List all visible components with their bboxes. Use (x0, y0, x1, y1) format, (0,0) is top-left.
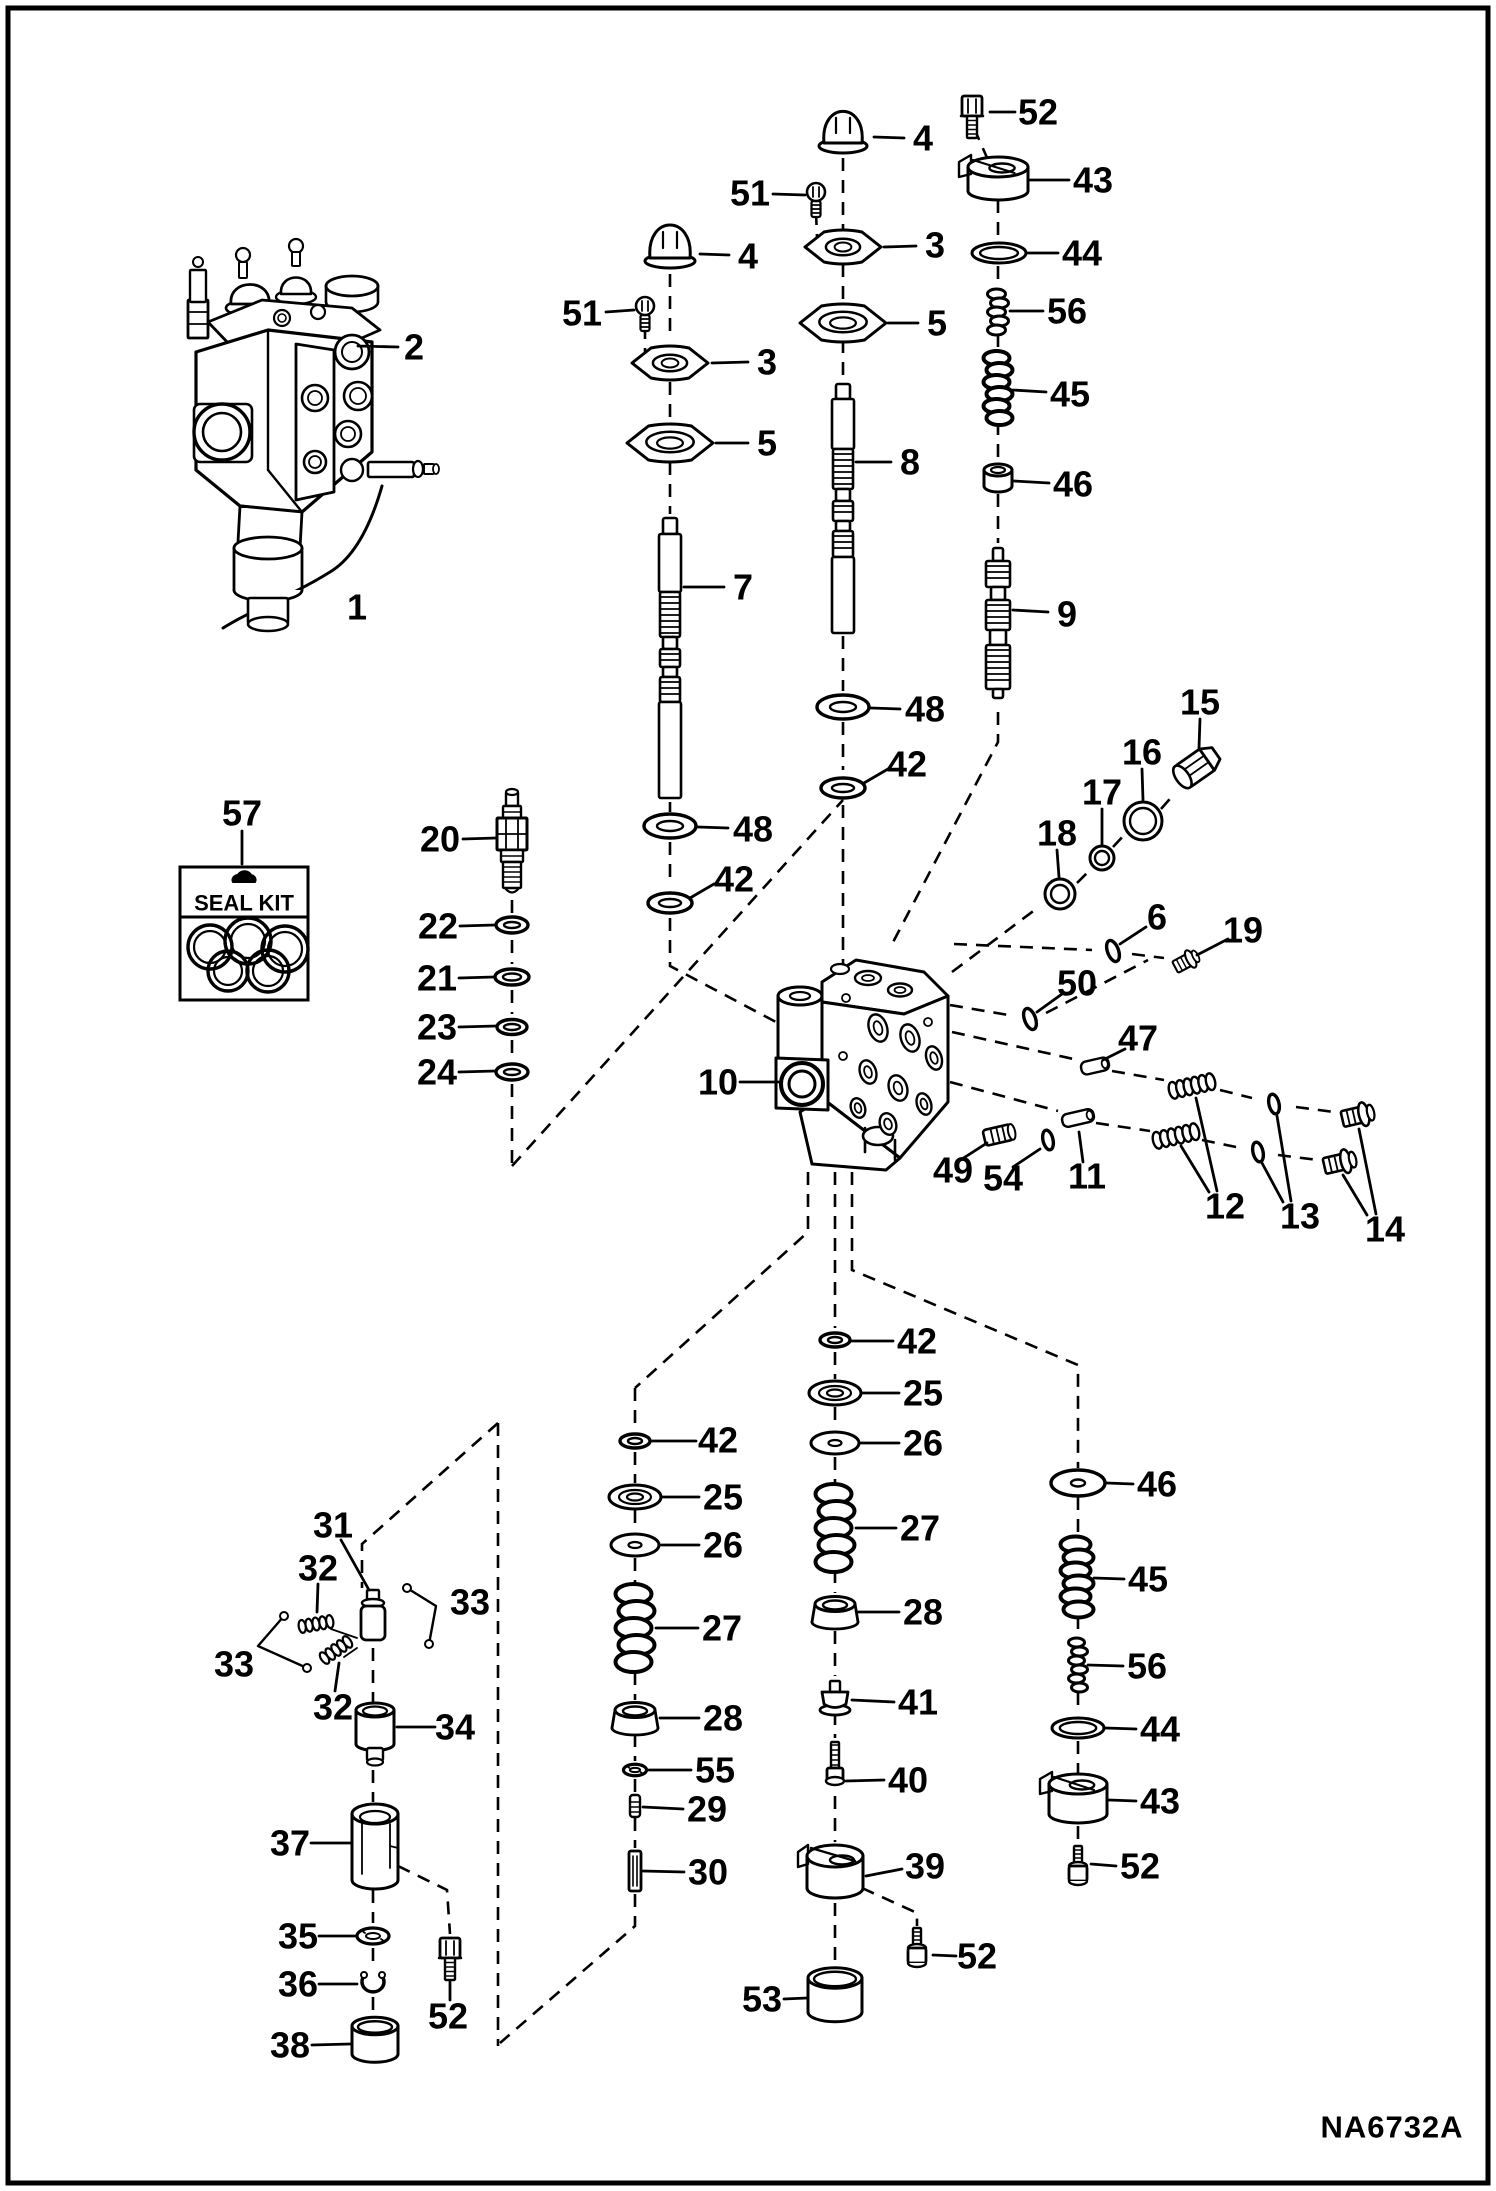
callout-54-text: 54 (982, 1157, 1024, 1199)
callout-55-text: 55 (694, 1749, 736, 1791)
ellipse (831, 964, 849, 974)
circle (1045, 879, 1075, 909)
circle (379, 1972, 385, 1978)
rect (833, 501, 853, 521)
callout-31-text: 31 (312, 1504, 354, 1546)
ellipse (504, 922, 520, 928)
callout-35-text: 35 (277, 1915, 319, 1957)
rect (503, 862, 521, 888)
circle (344, 382, 372, 410)
ellipse (326, 276, 378, 296)
line (1106, 1728, 1136, 1729)
ellipse (1072, 1683, 1088, 1692)
line (846, 1780, 884, 1781)
callout-7-text: 7 (732, 566, 754, 608)
ellipse (504, 1069, 520, 1075)
line (1014, 481, 1049, 483)
circle (636, 297, 654, 315)
callout-48-text: 48 (904, 688, 946, 730)
ellipse (1069, 1656, 1085, 1665)
callout-33 (214, 1644, 254, 1685)
callout-4-text: 4 (912, 117, 934, 159)
ellipse (352, 1804, 398, 1824)
ellipse (778, 987, 822, 1005)
circle (335, 421, 361, 447)
part-27-spring (616, 1584, 655, 1672)
part-57-seal-kit (180, 867, 308, 1000)
part-30-pin (629, 1851, 641, 1891)
callout-8-text: 8 (899, 441, 921, 483)
ellipse (657, 821, 683, 831)
ellipse (828, 1337, 842, 1343)
callout-5-text: 5 (926, 302, 948, 344)
callout-12-text: 12 (1204, 1185, 1246, 1227)
ellipse (616, 1652, 652, 1672)
ellipse (984, 464, 1012, 476)
callout-9-text: 9 (1056, 593, 1078, 635)
part-29-pin (630, 1795, 640, 1817)
circle (807, 183, 825, 201)
rect (993, 548, 1003, 561)
figure-code: NA6732A (1320, 2109, 1464, 2145)
circle (302, 385, 328, 411)
rect (1069, 1866, 1087, 1881)
path (808, 2012, 862, 2022)
ellipse (1072, 1647, 1088, 1656)
callout-20-text: 20 (419, 818, 461, 860)
ellipse (1069, 1674, 1085, 1683)
callout-46-text: 46 (1136, 1463, 1178, 1505)
callout-33-text: 33 (213, 1643, 255, 1685)
path (812, 1622, 858, 1629)
callout-36-text: 36 (277, 1963, 319, 2005)
circle (425, 1640, 433, 1648)
callout-52-text: 52 (427, 1995, 469, 2037)
callout-45-text: 45 (1049, 373, 1091, 415)
rect (659, 702, 681, 798)
callout-6-text: 6 (1146, 896, 1168, 938)
part-45-spring (1061, 1537, 1094, 1618)
rect (190, 270, 206, 302)
callout-30-text: 30 (687, 1851, 729, 1893)
callout-1-text: 1 (346, 586, 368, 628)
path (612, 1728, 658, 1735)
part-42-oring (821, 778, 865, 798)
part-35-oring (357, 1928, 389, 1944)
rect (832, 557, 854, 633)
callout-46-text: 46 (1052, 463, 1094, 505)
callout-24-text: 24 (416, 1051, 458, 1093)
path (824, 111, 862, 143)
part-22-oring (496, 917, 528, 933)
callout-1 (347, 587, 367, 628)
rect (833, 531, 853, 557)
rect (836, 521, 850, 531)
part-16-oring (1124, 802, 1162, 840)
circle (311, 305, 325, 319)
path (807, 1888, 863, 1898)
part-24-oring (496, 1064, 528, 1080)
callout-5-text: 5 (756, 422, 778, 464)
callout-56-text: 56 (1046, 290, 1088, 332)
callout-11-text: 11 (1067, 1155, 1107, 1197)
part-42-oring (648, 893, 692, 913)
ellipse (830, 702, 856, 712)
rect (361, 1606, 385, 1640)
callout-14-text: 14 (1364, 1208, 1406, 1250)
line (459, 977, 494, 978)
rect (368, 462, 414, 477)
line (606, 310, 634, 312)
rect (239, 262, 247, 278)
rect (990, 630, 1006, 645)
ellipse (988, 325, 1006, 335)
line (773, 194, 805, 195)
rect (663, 637, 677, 649)
ellipse (826, 1777, 844, 1785)
callout-26-text: 26 (702, 1524, 744, 1566)
callout-50-text: 50 (1056, 962, 1098, 1004)
path (1069, 1881, 1087, 1885)
line (1142, 769, 1143, 800)
callout-3-text: 3 (924, 224, 946, 266)
callout-27-text: 27 (899, 1507, 941, 1549)
part-48-oring (644, 814, 696, 838)
callout-25-text: 25 (702, 1476, 744, 1518)
ellipse (829, 1440, 842, 1446)
line (871, 708, 900, 709)
callout-10-text: 10 (697, 1061, 739, 1103)
ellipse (1069, 1638, 1085, 1647)
ellipse (1072, 1665, 1088, 1674)
rect (836, 384, 850, 399)
part-23-oring (497, 1020, 527, 1035)
path (984, 486, 1012, 492)
part-26-washer (611, 1534, 659, 1556)
line (698, 827, 728, 828)
seal-kit-title: SEAL KIT (194, 890, 294, 916)
ellipse (506, 789, 518, 795)
callout-28-text: 28 (702, 1697, 744, 1739)
rect (660, 649, 680, 667)
path (281, 278, 311, 295)
part-44-oring (1052, 1718, 1104, 1738)
circle (236, 248, 250, 262)
part-18-oring (1045, 879, 1075, 909)
circle (303, 1664, 311, 1672)
callout-4-text: 4 (737, 235, 759, 277)
path (968, 191, 1028, 200)
line (643, 1871, 684, 1872)
rect (986, 561, 1010, 587)
callout-42-text: 42 (896, 1320, 938, 1362)
polygon (296, 344, 334, 500)
ellipse (504, 1024, 520, 1030)
path (822, 1692, 848, 1708)
callout-33-text: 33 (449, 1581, 491, 1623)
rect (440, 1938, 460, 1958)
circle (289, 239, 303, 253)
circle (274, 310, 290, 326)
ellipse (367, 1759, 383, 1766)
rect (833, 449, 853, 489)
path (650, 225, 690, 258)
callout-44-text: 44 (1139, 1708, 1181, 1750)
part-9-spool (986, 548, 1010, 698)
rect (663, 518, 677, 534)
line (1057, 850, 1059, 877)
line (884, 246, 916, 247)
callout-19-text: 19 (1222, 909, 1264, 951)
part-42-oring (620, 1434, 650, 1448)
ellipse (827, 1390, 843, 1397)
callout-13-text: 13 (1279, 1195, 1321, 1237)
ellipse (234, 537, 302, 559)
part-56-spring (988, 289, 1009, 335)
part-45-spring (984, 351, 1013, 425)
callout-44-text: 44 (1061, 232, 1103, 274)
callout-45-text: 45 (1127, 1558, 1169, 1600)
line (460, 925, 495, 926)
line (312, 2044, 350, 2045)
path (1049, 1814, 1107, 1823)
callout-40-text: 40 (887, 1759, 929, 1801)
line (712, 362, 748, 363)
callout-43-text: 43 (1139, 1780, 1181, 1822)
callout-53-text: 53 (741, 1978, 783, 2020)
ellipse (816, 1552, 852, 1572)
part-25-washer (809, 1381, 861, 1405)
rect (830, 1681, 840, 1692)
callout-2-text: 2 (403, 326, 425, 368)
callout-17-text: 17 (1081, 771, 1123, 813)
callout-43-text: 43 (1072, 159, 1114, 201)
line (1013, 390, 1046, 392)
callout-27-text: 27 (701, 1607, 743, 1649)
rect (630, 1795, 640, 1817)
callout-51-text: 51 (561, 292, 603, 334)
callout-28-text: 28 (902, 1591, 944, 1633)
circle (280, 1612, 288, 1620)
rect (962, 96, 982, 116)
callout-39-text: 39 (904, 1845, 946, 1887)
callout-32-text: 32 (312, 1686, 354, 1728)
line (643, 1807, 683, 1809)
callout-42-text: 42 (697, 1419, 739, 1461)
callout-41-text: 41 (897, 1681, 939, 1723)
callout-16-text: 16 (1121, 731, 1163, 773)
callout-42-text: 42 (713, 858, 755, 900)
callout-33 (450, 1582, 490, 1623)
line (1107, 1483, 1133, 1484)
ellipse (888, 984, 912, 997)
callout-3-text: 3 (756, 341, 778, 383)
ellipse (433, 464, 439, 474)
callout-51-text: 51 (729, 172, 771, 214)
callout-52-text: 52 (1017, 91, 1059, 133)
ellipse (413, 461, 423, 477)
callout-48-text: 48 (732, 808, 774, 850)
rect (663, 667, 677, 677)
ellipse (832, 784, 854, 792)
part-21-oring (495, 969, 529, 985)
line (852, 1700, 894, 1702)
line (459, 1071, 495, 1072)
callout-29-text: 29 (686, 1788, 728, 1830)
ellipse (1071, 1480, 1085, 1487)
part-26-washer (811, 1432, 859, 1454)
line (874, 137, 904, 138)
line (358, 346, 398, 347)
callout-23-text: 23 (416, 1006, 458, 1048)
callout-18-text: 18 (1036, 812, 1078, 854)
rect (832, 399, 854, 449)
path (908, 1963, 926, 1967)
rect (660, 677, 680, 702)
line (1109, 1800, 1136, 1801)
part-25-washer (609, 1485, 661, 1509)
circle (781, 1063, 823, 1105)
rect (836, 489, 850, 501)
callout-22-text: 22 (417, 905, 459, 947)
line (459, 1026, 496, 1027)
line (1094, 1578, 1124, 1579)
callout-21-text: 21 (416, 957, 458, 999)
callout-47-text: 47 (1117, 1017, 1159, 1059)
ellipse (1064, 1602, 1094, 1618)
rect (991, 587, 1005, 600)
circle (361, 1972, 367, 1978)
part-17-oring (1090, 846, 1114, 870)
ellipse (248, 617, 288, 631)
part-55-washer (623, 1764, 646, 1776)
part-46-washer (1051, 1470, 1105, 1496)
rect (986, 645, 1010, 689)
ellipse (628, 1438, 642, 1444)
callout-57-text: 57 (221, 792, 263, 834)
ellipse (629, 1542, 642, 1548)
circle (193, 257, 203, 267)
callout-32-text: 32 (297, 1547, 339, 1589)
callout-34-text: 34 (434, 1706, 476, 1748)
callout-56-text: 56 (1126, 1645, 1168, 1687)
ellipse (659, 899, 681, 907)
callout-15-text: 15 (1179, 681, 1221, 723)
path (352, 2054, 398, 2062)
callout-25-text: 25 (902, 1372, 944, 1414)
part-48-oring (817, 695, 869, 719)
circle (403, 1584, 411, 1592)
part-44-oring (972, 243, 1026, 263)
part-7-spool (659, 518, 681, 798)
line (784, 1998, 807, 1999)
callout-52-text: 52 (1119, 1845, 1161, 1887)
rect (292, 252, 300, 266)
rect (659, 534, 681, 592)
rect (993, 689, 1003, 698)
ellipse (987, 411, 1013, 425)
callout-38-text: 38 (269, 2024, 311, 2066)
ellipse (627, 1494, 643, 1501)
callout-37-text: 37 (269, 1822, 311, 1864)
circle (341, 459, 363, 481)
rect (188, 300, 208, 338)
part-27-spring (816, 1484, 855, 1572)
line (1091, 1864, 1116, 1866)
ellipse (855, 971, 881, 985)
rect (908, 1948, 926, 1963)
circle (1090, 846, 1114, 870)
ellipse (503, 974, 521, 981)
line (1199, 719, 1200, 748)
line (933, 1955, 956, 1956)
rect (629, 1851, 641, 1891)
callout-49-text: 49 (932, 1149, 974, 1191)
callout-52-text: 52 (956, 1935, 998, 1977)
path (352, 1880, 398, 1889)
line (1088, 1665, 1123, 1666)
callout-26-text: 26 (902, 1422, 944, 1464)
part-8-spool (832, 384, 854, 633)
line (700, 254, 729, 255)
part-42-oring (820, 1333, 850, 1347)
line (463, 838, 496, 839)
circle (304, 451, 326, 473)
line (1013, 610, 1048, 612)
circle (335, 335, 369, 369)
callout-42-text: 42 (886, 743, 928, 785)
